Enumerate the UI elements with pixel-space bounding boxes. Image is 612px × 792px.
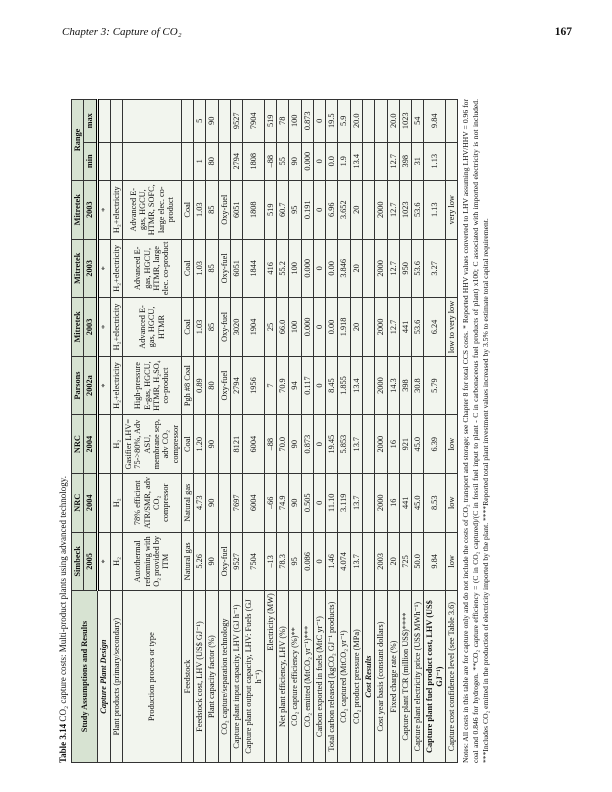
data-cell: 0.117 [301, 356, 313, 415]
data-cell: 12.7 [387, 239, 399, 298]
range-max-cell: 90 [206, 100, 218, 143]
data-cell: 94 [289, 356, 301, 415]
data-cell: 8121 [230, 415, 242, 474]
row-label: Plant products (primary/secondary) [110, 591, 122, 763]
range-min-cell: 0.000 [301, 142, 313, 180]
data-cell: 1.20 [194, 415, 206, 474]
data-cell: 8.45 [326, 356, 338, 415]
data-cell: 0 [313, 180, 325, 239]
data-cell: H₂+electricity [110, 180, 122, 239]
data-cell: 60.7 [277, 180, 289, 239]
header-study-name: NRC [72, 473, 84, 532]
row-label: Production process or type [123, 591, 182, 763]
data-cell: Oxy-fuel [218, 532, 230, 591]
range-min-cell [446, 142, 458, 180]
data-cell: 85 [206, 239, 218, 298]
data-cell [363, 356, 375, 415]
data-cell: 95 [289, 532, 301, 591]
data-cell: H₂ [110, 473, 122, 532]
range-max-cell: 100 [289, 100, 301, 143]
range-max-cell: 9.84 [424, 100, 446, 143]
header-study-year: 2003 [84, 298, 97, 357]
data-cell: 3.846 [338, 239, 350, 298]
range-max-cell: 7904 [243, 100, 265, 143]
row-label: Net plant efficiency, LHV (%) [277, 591, 289, 763]
table-row [399, 100, 411, 763]
data-cell: 1844 [243, 239, 265, 298]
data-cell: High-pressure E-gas, HGCU, HTMR, H₂SO₄ co-product [123, 356, 182, 415]
data-cell: 0.89 [194, 356, 206, 415]
data-cell: –88 [264, 415, 276, 474]
range-min-cell: 1808 [243, 142, 265, 180]
data-cell: 90 [206, 532, 218, 591]
range-min-cell: 13.4 [350, 142, 362, 180]
data-cell: low [446, 532, 458, 591]
data-cell: Advanced E-gas, HGCU, HTMR [123, 298, 182, 357]
data-cell: 78% efficient ATR/SMR, adv CO₂ compressor [123, 473, 182, 532]
data-cell: H₂ [110, 532, 122, 591]
data-cell: 13.7 [350, 473, 362, 532]
data-cell: 6051 [230, 239, 242, 298]
range-max-cell [181, 100, 193, 143]
data-cell: 20 [350, 239, 362, 298]
data-cell: Natural gas [181, 473, 193, 532]
table-row [97, 100, 110, 763]
data-cell: Oxy-fuel [218, 180, 230, 239]
data-cell: 5.79 [424, 356, 446, 415]
table-row [387, 100, 399, 763]
range-min-cell: 0 [313, 142, 325, 180]
table-caption-number: Table 3.14 [58, 723, 68, 763]
data-cell: 0.00 [326, 239, 338, 298]
data-cell: 1.13 [424, 180, 446, 239]
data-cell: 8.53 [424, 473, 446, 532]
data-cell: 0 [313, 473, 325, 532]
range-min-cell: 80 [206, 142, 218, 180]
range-min-cell: 12.7 [387, 142, 399, 180]
data-cell: 0 [313, 415, 325, 474]
row-label: Total carbon released (kgCO₂ GJ⁻¹ products) [326, 591, 338, 763]
data-cell: 1.03 [194, 239, 206, 298]
range-min-cell [218, 142, 230, 180]
data-cell: Oxy-fuel [218, 239, 230, 298]
data-cell: 6.39 [424, 415, 446, 474]
data-cell: 53.6 [412, 180, 424, 239]
data-cell: * [97, 532, 110, 591]
data-cell: 19.45 [326, 415, 338, 474]
data-cell [446, 239, 458, 298]
data-cell: 95 [289, 180, 301, 239]
table-row [363, 100, 375, 763]
table-row [350, 100, 362, 763]
range-min-cell: 1.13 [424, 142, 446, 180]
data-cell: 6.96 [326, 180, 338, 239]
data-cell: 90 [289, 415, 301, 474]
header-study-name: Mitretek [72, 298, 84, 357]
data-cell: Oxy-fuel [218, 298, 230, 357]
range-max-cell [446, 100, 458, 143]
range-min-cell [110, 142, 122, 180]
data-cell: 90 [289, 473, 301, 532]
range-min-cell: 398 [399, 142, 411, 180]
range-max-cell: 0 [313, 100, 325, 143]
data-cell: 2000 [375, 356, 387, 415]
data-cell: 416 [264, 239, 276, 298]
table-row [206, 100, 218, 763]
data-cell: H₂+electricity [110, 298, 122, 357]
data-cell: 13.7 [350, 532, 362, 591]
row-label: CO₂ capture efficiency (%)** [289, 591, 301, 763]
data-cell [97, 473, 110, 532]
data-cell: 3020 [230, 298, 242, 357]
range-min-cell [123, 142, 182, 180]
range-max-cell: 519 [264, 100, 276, 143]
data-cell: 30.8 [412, 356, 424, 415]
row-label: Feedstock [181, 591, 193, 763]
data-cell: 25 [264, 298, 276, 357]
data-cell: 2000 [375, 473, 387, 532]
data-cell: 20 [350, 180, 362, 239]
table-row [326, 100, 338, 763]
data-cell: 4.73 [194, 473, 206, 532]
data-cell: 53.6 [412, 298, 424, 357]
data-cell [363, 532, 375, 591]
table-row [194, 100, 206, 763]
data-cell: 100 [289, 239, 301, 298]
data-cell: 20 [350, 298, 362, 357]
range-min-cell [181, 142, 193, 180]
data-cell: 441 [399, 473, 411, 532]
row-label: Capture plant output capacity, LHV: Fuels (GJ h⁻¹) [243, 591, 265, 763]
range-max-cell: 5.9 [338, 100, 350, 143]
table-row [218, 100, 230, 763]
data-cell: 74.9 [277, 473, 289, 532]
data-cell: 9.84 [424, 532, 446, 591]
range-max-cell: 0.873 [301, 100, 313, 143]
data-cell: * [97, 356, 110, 415]
data-cell: 80 [206, 356, 218, 415]
header-study-name: Mitretek [72, 239, 84, 298]
table-row [243, 100, 265, 763]
data-cell: * [97, 239, 110, 298]
data-cell: low [446, 415, 458, 474]
data-cell: 7697 [230, 473, 242, 532]
row-label: Fixed charge rate (%) [387, 591, 399, 763]
data-cell: 13.7 [350, 415, 362, 474]
data-cell: Coal [181, 415, 193, 474]
capture-cost-table [71, 99, 458, 763]
data-cell: 0.191 [301, 180, 313, 239]
data-cell: 0 [313, 356, 325, 415]
range-min-cell: 0.0 [326, 142, 338, 180]
data-cell: 13.4 [350, 356, 362, 415]
row-label: CO₂ captured (MtCO₂ yr⁻¹) [338, 591, 350, 763]
data-cell [446, 356, 458, 415]
data-cell: 78.3 [277, 532, 289, 591]
data-cell: 0.000 [301, 239, 313, 298]
data-cell: 45.0 [412, 415, 424, 474]
data-cell: very low [446, 180, 458, 239]
header-range-max: max [84, 100, 97, 143]
data-cell: 6004 [243, 473, 265, 532]
range-max-cell [218, 100, 230, 143]
table-row [230, 100, 242, 763]
data-cell [363, 180, 375, 239]
data-cell: –66 [264, 473, 276, 532]
range-max-cell [123, 100, 182, 143]
data-cell: 1023 [399, 180, 411, 239]
range-max-cell: 20.0 [387, 100, 399, 143]
data-cell [218, 415, 230, 474]
data-cell: 1956 [243, 356, 265, 415]
range-min-cell: 55 [277, 142, 289, 180]
header-study-year: 2003 [84, 180, 97, 239]
data-cell: 1904 [243, 298, 265, 357]
data-cell: 4.074 [338, 532, 350, 591]
row-label: Capture plant electricity price (US$ MWh⁻¹) [412, 591, 424, 763]
data-cell: 20 [387, 532, 399, 591]
corner-header: Study Assumptions and Results [72, 591, 98, 763]
data-cell: 0 [313, 298, 325, 357]
data-cell: Natural gas [181, 532, 193, 591]
header-study-year: 2004 [84, 473, 97, 532]
table-row [338, 100, 350, 763]
data-cell: 441 [399, 298, 411, 357]
data-cell [363, 415, 375, 474]
data-cell: 85 [206, 298, 218, 357]
data-cell: 2000 [375, 239, 387, 298]
data-cell: 66.0 [277, 298, 289, 357]
data-cell: 50.0 [412, 532, 424, 591]
data-cell: 16 [387, 415, 399, 474]
table-row [301, 100, 313, 763]
row-label: Feedstock cost, LHV (US$ GJ⁻¹) [194, 591, 206, 763]
data-cell: H₂+electricity [110, 239, 122, 298]
data-cell: 0.086 [301, 532, 313, 591]
data-cell: 0.00 [326, 298, 338, 357]
data-cell: 0 [313, 239, 325, 298]
table-row [277, 100, 289, 763]
row-label: Capture Plant Design [97, 591, 110, 763]
data-cell: 725 [399, 532, 411, 591]
data-cell: 53.6 [412, 239, 424, 298]
data-cell: 0.873 [301, 415, 313, 474]
row-label: Plant capacity factor (%) [206, 591, 218, 763]
data-cell: 55.2 [277, 239, 289, 298]
data-cell [363, 473, 375, 532]
data-cell: –13 [264, 532, 276, 591]
range-max-cell: 1023 [399, 100, 411, 143]
data-cell: H₂ [110, 415, 122, 474]
data-cell: 2000 [375, 415, 387, 474]
row-label: CO₂ capture/separation technology [218, 591, 230, 763]
data-cell: 6004 [243, 415, 265, 474]
table-row [264, 100, 276, 763]
table-row [446, 100, 458, 763]
data-cell: Coal [181, 180, 193, 239]
data-cell: 9527 [230, 532, 242, 591]
data-cell: 1.918 [338, 298, 350, 357]
data-cell: Advanced E-gas, HGCU, HTMR, SOFC, large elec. co-product [123, 180, 182, 239]
header-study-name: Simbeck [72, 532, 84, 591]
data-cell: 12.7 [387, 298, 399, 357]
data-cell: 85 [206, 180, 218, 239]
data-cell: Autothermal reforming with O₂ provided by ITM [123, 532, 182, 591]
table-row [424, 100, 446, 763]
data-cell: 70.9 [277, 356, 289, 415]
data-cell: 1.46 [326, 532, 338, 591]
range-min-cell [375, 142, 387, 180]
data-cell [218, 473, 230, 532]
header-study-name: Parsons [72, 356, 84, 415]
range-min-cell: 1 [194, 142, 206, 180]
row-label: Capture plant TCR (million US$)**** [399, 591, 411, 763]
data-cell: low [446, 473, 458, 532]
range-max-cell: 19.5 [326, 100, 338, 143]
data-cell [363, 298, 375, 357]
data-cell: * [97, 180, 110, 239]
chapter-running-head: Chapter 3: Capture of CO₂ [62, 26, 182, 38]
data-cell: 0.000 [301, 298, 313, 357]
table-caption-text: CO₂ capture costs: Multi-product plants using advanced technology. [58, 476, 68, 724]
data-cell: 14.3 [387, 356, 399, 415]
range-max-cell [110, 100, 122, 143]
header-range-min: min [84, 142, 97, 180]
data-cell: 2003 [375, 532, 387, 591]
range-min-cell: 31 [412, 142, 424, 180]
header-study-name: Mitretek [72, 180, 84, 239]
data-cell [363, 239, 375, 298]
data-cell: 11.10 [326, 473, 338, 532]
rotated-table-block [58, 57, 498, 763]
data-cell [97, 415, 110, 474]
data-cell: 45.0 [412, 473, 424, 532]
data-cell: 3.27 [424, 239, 446, 298]
row-label: CO₂ emitted (MtCO₂ yr⁻¹)*** [301, 591, 313, 763]
data-cell: H₂+electricity [110, 356, 122, 415]
data-cell: 1808 [243, 180, 265, 239]
row-label: Electricity (MW) [264, 591, 276, 763]
range-min-cell [363, 142, 375, 180]
data-cell: 3.652 [338, 180, 350, 239]
range-max-cell [97, 100, 110, 143]
data-cell: 7504 [243, 532, 265, 591]
data-cell: 0.505 [301, 473, 313, 532]
range-min-cell [97, 142, 110, 180]
data-cell: low to very low [446, 298, 458, 357]
range-min-cell: 90 [289, 142, 301, 180]
data-cell: 16 [387, 473, 399, 532]
header-study-year: 2003 [84, 239, 97, 298]
table-row [110, 100, 122, 763]
page-number: 167 [554, 26, 572, 38]
data-cell: 2794 [230, 356, 242, 415]
data-cell: Gasifier LHV= 75->80%, Adv ASU, membrane sep, adv CO₂ compressor [123, 415, 182, 474]
data-cell: 6051 [230, 180, 242, 239]
table-row [289, 100, 301, 763]
data-cell: 1.03 [194, 180, 206, 239]
data-cell: 100 [289, 298, 301, 357]
row-label: Capture cost confidence level (see Table 3.6) [446, 591, 458, 763]
header-row-study-names [72, 100, 84, 763]
data-cell: 5.26 [194, 532, 206, 591]
row-label: Capture plant fuel product cost, LHV (US$ GJ⁻¹) [424, 591, 446, 763]
header-study-year: 2005 [84, 532, 97, 591]
table-row [375, 100, 387, 763]
data-cell: 90 [206, 415, 218, 474]
data-cell: Coal [181, 239, 193, 298]
data-cell: 5.853 [338, 415, 350, 474]
range-max-cell: 54 [412, 100, 424, 143]
header-study-name: NRC [72, 415, 84, 474]
data-cell: Advanced E-gas, HGCU, HTMR, large elec. co-product [123, 239, 182, 298]
table-notes: Notes: All costs in this table are for capture only and do not include the costs of CO₂ transport and storage; see Chapter 8 for total CCS costs. * Reported HHV values converted to LHV assuming LHV/HHV = 0.96 for coal and 0.846 for hydrogen. **CO₂ capture efficiency = (C in CO₂ captured)/(C in fossil fuel input to plant - C in carbonaceous fuel products of plant) x100; C associated with imported electricity is not included. ***Includes CO₂ emitted in the production of electricity imported by the plant. ****Reported total plant investment values increased by 3.5% to estimate total capital requirement. [461, 99, 490, 763]
table-row [313, 100, 325, 763]
data-cell: 2000 [375, 298, 387, 357]
data-cell: 1.855 [338, 356, 350, 415]
data-cell: 6.24 [424, 298, 446, 357]
data-cell: 921 [399, 415, 411, 474]
table-row [412, 100, 424, 763]
range-max-cell [375, 100, 387, 143]
range-max-cell [363, 100, 375, 143]
range-min-cell: 2794 [230, 142, 242, 180]
range-max-cell: 9527 [230, 100, 242, 143]
range-max-cell: 20.0 [350, 100, 362, 143]
data-cell: 3.119 [338, 473, 350, 532]
data-cell: 12.7 [387, 180, 399, 239]
data-cell: 519 [264, 180, 276, 239]
row-label: Capture plant input capacity, LHV (GJ h⁻¹) [230, 591, 242, 763]
data-cell: 398 [399, 356, 411, 415]
row-label: Carbon exported in fuels (MtC yr⁻¹) [313, 591, 325, 763]
row-label: CO₂ product pressure (MPa) [350, 591, 362, 763]
data-cell: 1.03 [194, 298, 206, 357]
range-min-cell: 1.9 [338, 142, 350, 180]
range-max-cell: 5 [194, 100, 206, 143]
header-study-year: 2002a [84, 356, 97, 415]
data-cell: Pgh #8 Coal [181, 356, 193, 415]
data-cell: 2000 [375, 180, 387, 239]
header-range: Range [72, 100, 84, 181]
table-caption [58, 57, 68, 763]
data-cell: 90 [206, 473, 218, 532]
data-cell: 7 [264, 356, 276, 415]
data-cell: 0 [313, 532, 325, 591]
data-cell: * [97, 298, 110, 357]
data-cell: Oxy-fuel [218, 356, 230, 415]
row-label: Cost Results [363, 591, 375, 763]
range-max-cell: 78 [277, 100, 289, 143]
table-row [181, 100, 193, 763]
range-min-cell: –88 [264, 142, 276, 180]
data-cell: 70.0 [277, 415, 289, 474]
row-label: Cost year basis (constant dollars) [375, 591, 387, 763]
header-study-year: 2004 [84, 415, 97, 474]
table-row [123, 100, 182, 763]
data-cell: 950 [399, 239, 411, 298]
data-cell: Coal [181, 298, 193, 357]
